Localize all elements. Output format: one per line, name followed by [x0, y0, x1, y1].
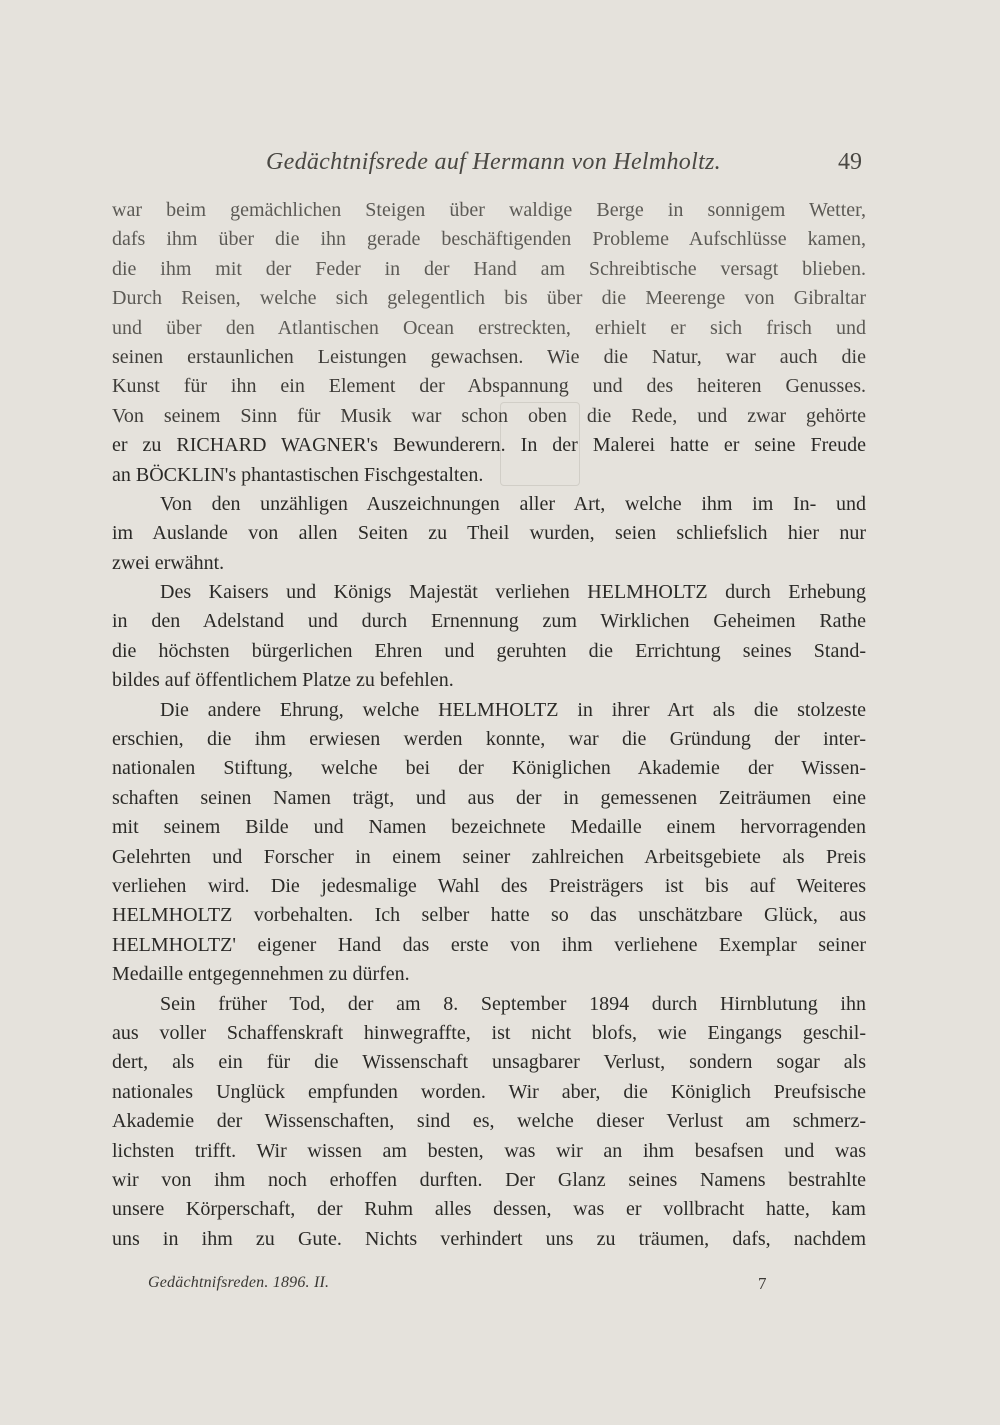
- text-line: aus voller Schaffenskraft hinwegraffte, ist nicht blofs, wie Eingangs geschil-: [112, 1021, 866, 1044]
- text-line: Gelehrten und Forscher in einem seiner zahlreichen Arbeitsgebiete als Preis: [112, 845, 866, 868]
- running-title: Gedächtnifsrede auf Hermann von Helmholtz.: [266, 149, 721, 175]
- text-line: unsere Körperschaft, der Ruhm alles dessen, was er vollbracht hatte, kam: [112, 1198, 866, 1221]
- signature-mark: Gedächtnifsreden. 1896. II.: [148, 1274, 330, 1291]
- text-line: Akademie der Wissenschaften, sind es, welche dieser Verlust am schmerz-: [112, 1110, 866, 1133]
- text-line: HELMHOLTZ vorbehalten. Ich selber hatte so das unschätzbare Glück, aus: [112, 904, 866, 927]
- page-footer: [0, 1274, 1000, 1304]
- text-line: mit seinem Bilde und Namen bezeichnete Medaille einem hervorragenden: [112, 816, 866, 839]
- text-line: lichsten trifft. Wir wissen am besten, was wir an ihm besafsen und was: [112, 1139, 866, 1162]
- text-line: und über den Atlantischen Ocean erstreckten, erhielt er sich frisch und: [112, 316, 866, 339]
- text-line: dafs ihm über die ihn gerade beschäftigenden Probleme Aufschlüsse kamen,: [112, 228, 866, 251]
- text-line: an BÖCKLIN's phantastischen Fischgestalten.: [112, 463, 484, 486]
- sheet-number: 7: [758, 1274, 767, 1293]
- text-line: verliehen wird. Die jedesmalige Wahl des Preisträgers ist bis auf Weiteres: [112, 874, 866, 897]
- text-line: Des Kaisers und Königs Majestät verliehen HELMHOLTZ durch Erhebung: [160, 581, 866, 604]
- text-line: dert, als ein für die Wissenschaft unsagbarer Verlust, sondern sogar als: [112, 1051, 866, 1074]
- text-line: seinen erstaunlichen Leistungen gewachsen. Wie die Natur, war auch die: [112, 345, 866, 368]
- text-line: Sein früher Tod, der am 8. September 1894 durch Hirnblutung ihn: [160, 992, 866, 1015]
- text-line: erschien, die ihm erwiesen werden konnte, war die Gründung der inter-: [112, 728, 866, 751]
- text-line: nationalen Stiftung, welche bei der Königlichen Akademie der Wissen-: [112, 757, 866, 780]
- text-line: im Auslande von allen Seiten zu Theil wurden, seien schliefslich hier nur: [112, 522, 866, 545]
- text-line: er zu RICHARD WAGNER's Bewunderern. In der Malerei hatte er seine Freude: [112, 434, 866, 457]
- text-line: uns in ihm zu Gute. Nichts verhindert uns zu träumen, dafs, nachdem: [112, 1227, 866, 1250]
- text-line: schaften seinen Namen trägt, und aus der in gemessenen Zeiträumen eine: [112, 786, 866, 809]
- body-text: [112, 196, 866, 1254]
- running-head: [0, 149, 1000, 183]
- text-line: HELMHOLTZ' eigener Hand das erste von ihm verliehene Exemplar seiner: [112, 933, 866, 956]
- text-line: Die andere Ehrung, welche HELMHOLTZ in ihrer Art als die stolzeste: [160, 698, 866, 721]
- text-line: Medaille entgegennehmen zu dürfen.: [112, 963, 410, 986]
- text-line: die höchsten bürgerlichen Ehren und geruhten die Errichtung seines Stand-: [112, 639, 866, 662]
- text-line: Von seinem Sinn für Musik war schon oben die Rede, und zwar gehörte: [112, 404, 866, 427]
- text-line: nationales Unglück empfunden worden. Wir aber, die Königlich Preufsische: [112, 1080, 866, 1103]
- text-line: war beim gemächlichen Steigen über waldige Berge in sonnigem Wetter,: [112, 199, 866, 221]
- page-number: 49: [838, 149, 862, 175]
- text-line: Von den unzähligen Auszeichnungen aller Art, welche ihm im In- und: [160, 492, 866, 515]
- text-line: Kunst für ihn ein Element der Abspannung und des heiteren Genusses.: [112, 375, 866, 398]
- text-line: wir von ihm noch erhoffen durften. Der Glanz seines Namens bestrahlte: [112, 1168, 866, 1191]
- text-line: die ihm mit der Feder in der Hand am Schreibtische versagt blieben.: [112, 257, 866, 280]
- text-line: bildes auf öffentlichem Platze zu befehlen.: [112, 669, 454, 692]
- text-line: in den Adelstand und durch Ernennung zum Wirklichen Geheimen Rathe: [112, 610, 866, 633]
- text-line: zwei erwähnt.: [112, 551, 225, 574]
- text-line: Durch Reisen, welche sich gelegentlich bis über die Meerenge von Gibraltar: [112, 287, 866, 310]
